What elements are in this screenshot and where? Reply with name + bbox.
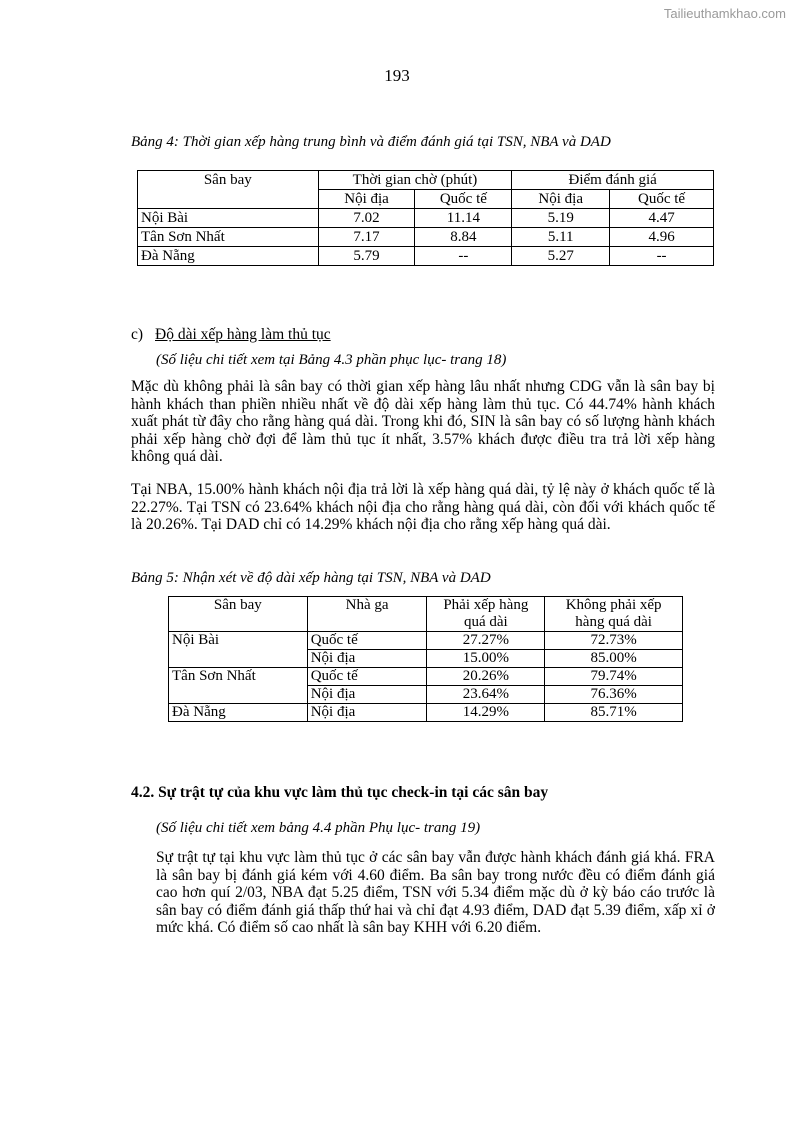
table-row [138,228,714,247]
table4-subheader: Nội địa [318,190,415,209]
table-cell: 23.64% [427,686,545,704]
table-cell: 20.26% [427,668,545,686]
section-4-2-heading: 4.2. Sự trật tự của khu vực làm thủ tục check-in tại các sân bay [131,784,549,801]
table-cell: Quốc tế [307,632,427,650]
section-c-paragraph-2: Tại NBA, 15.00% hành khách nội địa trả lời là xếp hàng quá dài, tỷ lệ này ở khách quốc tế là 22.27%. Tại TSN có 23.64% khách nội địa cho rằng hàng quá dài, còn đối với khách quốc tế là 20.26%. Tại DAD chỉ có 14.29% khách nội địa cho rằng xếp hàng quá dài. [131,481,715,534]
table-cell: Đà Nẵng [138,247,319,266]
table-cell: 4.96 [610,228,714,247]
table-cell [169,650,308,668]
table-cell: 79.74% [545,668,683,686]
table4-header-score: Điểm đánh giá [512,171,714,190]
table-cell: 8.84 [415,228,512,247]
table-cell: 4.47 [610,209,714,228]
table-row [169,704,683,722]
table-cell: 5.19 [512,209,610,228]
table4-header-wait: Thời gian chờ (phút) [318,171,512,190]
table-row [169,686,683,704]
table-cell: -- [610,247,714,266]
table-cell: 7.02 [318,209,415,228]
table5-header-airport: Sân bay [169,597,308,632]
section-4-2-note: (Số liệu chi tiết xem bảng 4.4 phần Phụ lục- trang 19) [156,820,481,836]
table4-caption: Bảng 4: Thời gian xếp hàng trung bình và điểm đánh giá tại TSN, NBA và DAD [131,134,611,150]
table-cell: 14.29% [427,704,545,722]
table4-header-airport: Sân bay [138,171,319,209]
table-cell: 15.00% [427,650,545,668]
page-number: 193 [384,66,410,85]
table5-header-too-long-line2: quá dài [427,614,545,632]
table-cell: 11.14 [415,209,512,228]
table-row [169,668,683,686]
table5 [168,596,683,722]
section-c-note: (Số liệu chi tiết xem tại Bảng 4.3 phần phục lục- trang 18) [156,352,507,368]
table4-subheader: Nội địa [512,190,610,209]
table-cell: 5.11 [512,228,610,247]
section-c-paragraph-1: Mặc dù không phải là sân bay có thời gian xếp hàng lâu nhất nhưng CDG vẫn là sân bay bị hành khách than phiền nhiều nhất về độ dài xếp hàng làm thủ tục. Có 44.74% hành khách xuất phát từ đây cho rằng hàng quá dài. Trong khi đó, SIN là sân bay có số lượng hành khách phải xếp hàng chờ đợi để làm thủ tục ít nhất, 3.57% khách được điều tra trả lời xếp hàng không quá dài. [131,378,715,466]
table-cell: 7.17 [318,228,415,247]
table5-header-not-too-long: Không phải xếp [545,597,683,615]
table4-subheader: Quốc tế [610,190,714,209]
table-cell: 5.79 [318,247,415,266]
table-row [138,247,714,266]
section-4-2-paragraph: Sự trật tự tại khu vực làm thủ tục ở các sân bay vẫn được hành khách đánh giá khá. FRA là sân bay bị đánh giá kém với 4.60 điểm. Ba sân bay trong nước đều có điểm đánh giá cao hơn quí 2/03, NBA đạt 5.25 điểm, TSN với 5.34 điểm mặc dù ở kỳ báo cáo trước là sân bay có điểm đánh giá thấp thứ hai và chỉ đạt 4.93 điểm, DAD đạt 5.39 điểm, xấp xỉ ở mức khá. Có điểm số cao nhất là sân bay KHH với 6.20 điểm. [156,849,715,937]
table-cell: Đà Nẵng [169,704,308,722]
table-cell: 85.00% [545,650,683,668]
table-cell: Tân Sơn Nhất [169,668,308,686]
table-cell: 72.73% [545,632,683,650]
table4 [137,170,714,266]
table-cell: 27.27% [427,632,545,650]
table-row [138,209,714,228]
table4-subheader: Quốc tế [415,190,512,209]
table-cell: -- [415,247,512,266]
table5-header-terminal: Nhà ga [307,597,427,632]
table5-caption: Bảng 5: Nhận xét về độ dài xếp hàng tại TSN, NBA và DAD [131,570,491,586]
table-row [169,632,683,650]
table-cell: Nội địa [307,650,427,668]
table-cell: 5.27 [512,247,610,266]
table-cell: 85.71% [545,704,683,722]
table-row [169,650,683,668]
table-cell: Nội địa [307,686,427,704]
table-cell: Nội địa [307,704,427,722]
watermark: Tailieuthamkhao.com [663,6,786,21]
table-cell: Nội Bài [169,632,308,650]
section-c-heading [131,326,331,344]
table-cell: Tân Sơn Nhất [138,228,319,247]
table-cell: 76.36% [545,686,683,704]
section-c-label: c) [131,326,144,343]
section-c-title: Độ dài xếp hàng làm thủ tục [155,326,331,343]
table-cell [169,686,308,704]
table5-header-too-long: Phải xếp hàng [427,597,545,615]
table5-header-not-too-long-line2: hàng quá dài [545,614,683,632]
table-cell: Nội Bài [138,209,319,228]
table-cell: Quốc tế [307,668,427,686]
